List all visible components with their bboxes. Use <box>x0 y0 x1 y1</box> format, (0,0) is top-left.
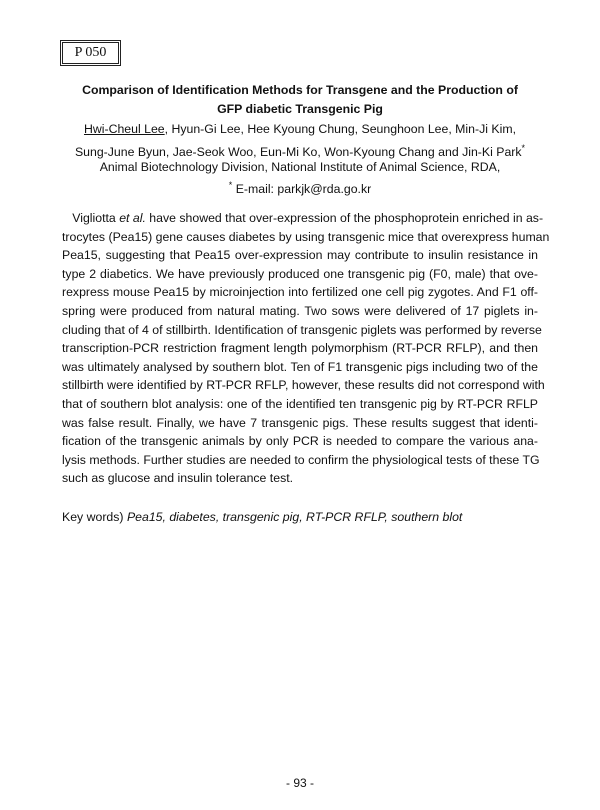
first-author-ref: Vigliotta <box>72 211 120 225</box>
abstract-line: lysis methods. Further studies are needed to confirm the physiological tests of these TG <box>62 452 540 467</box>
abstract-code-label: P 050 <box>62 42 119 64</box>
page-number: - 93 - <box>285 776 314 790</box>
paper-title <box>60 81 540 119</box>
author-list <box>60 120 540 162</box>
et-al: et al. <box>119 211 146 225</box>
abstract-line-1-rest: have showed that over-expression of the phosphoprotein enriched in as- <box>145 211 544 225</box>
abstract-line: fication of the transgenic animals by only PCR is needed to compare the various ana- <box>62 434 538 449</box>
abstract-line: cluding that of 4 of stillbirth. Identification of transgenic piglets was performed by reverse <box>62 322 542 337</box>
email-text: E-mail: parkjk@rda.go.kr <box>235 182 372 196</box>
abstract-line: transcription-PCR restriction fragment length polymorphism (RT-PCR RFLP), and then <box>62 341 538 356</box>
keywords-terms: Pea15, diabetes, transgenic pig, RT-PCR RFLP, southern blot <box>126 510 463 524</box>
keywords-label: Key words) <box>62 510 124 524</box>
authors-line-1 <box>60 120 540 139</box>
authors-line-1-rest: , Hyun-Gi Lee, Hee Kyoung Chung, Seunghoon Lee, Min-Ji Kim, <box>164 122 516 136</box>
abstract-line: that of southern blot analysis: one of the identified ten transgenic pig by RT-PCR RFLP <box>62 396 538 411</box>
abstract-line: spring were produced from natural mating. Two sows were delivered of 17 piglets in- <box>62 303 538 318</box>
presenting-author: Hwi-Cheul Lee <box>83 122 165 136</box>
abstract-line: Pea15, suggesting that Pea15 over-expression may contribute to insulin resistance in <box>62 248 538 263</box>
abstract-line: rexpress mouse Pea15 by microinjection into fertilized one cell pig zygotes. And F1 off- <box>62 285 538 300</box>
email-line <box>60 176 540 199</box>
abstract-line: stillbirth were identified by RT-PCR RFLP, however, these results did not correspond with <box>62 378 545 393</box>
keywords <box>62 508 462 526</box>
abstract-line <box>62 209 544 228</box>
abstract-line: trocytes (Pea15) gene causes diabetes by using transgenic mice that overexpress human <box>62 229 550 244</box>
affiliation: Animal Biotechnology Division, National Institute of Animal Science, RDA, <box>99 160 501 174</box>
email-asterisk: * <box>228 180 233 190</box>
corresponding-asterisk: * <box>521 143 526 153</box>
title-line-1: Comparison of Identification Methods for Transgene and the Production of <box>82 83 518 97</box>
abstract-line: type 2 diabetics. We have previously produced one transgenic pig (F0, male) that ove- <box>62 266 538 281</box>
abstract-line: was ultimately analysed by southern blot. Ten of F1 transgenic pigs including two of the <box>62 359 538 374</box>
authors-line-2-text: Sung-June Byun, Jae-Seok Woo, Eun-Mi Ko, Won-Kyoung Chang and Jin-Ki Park <box>74 145 522 159</box>
abstract-body <box>62 209 550 488</box>
title-line-2: GFP diabetic Transgenic Pig <box>217 102 383 116</box>
abstract-line: such as glucose and insulin tolerance test. <box>62 471 294 486</box>
abstract-line: was false result. Finally, we have 7 transgenic pigs. These results suggest that identi- <box>62 415 538 430</box>
